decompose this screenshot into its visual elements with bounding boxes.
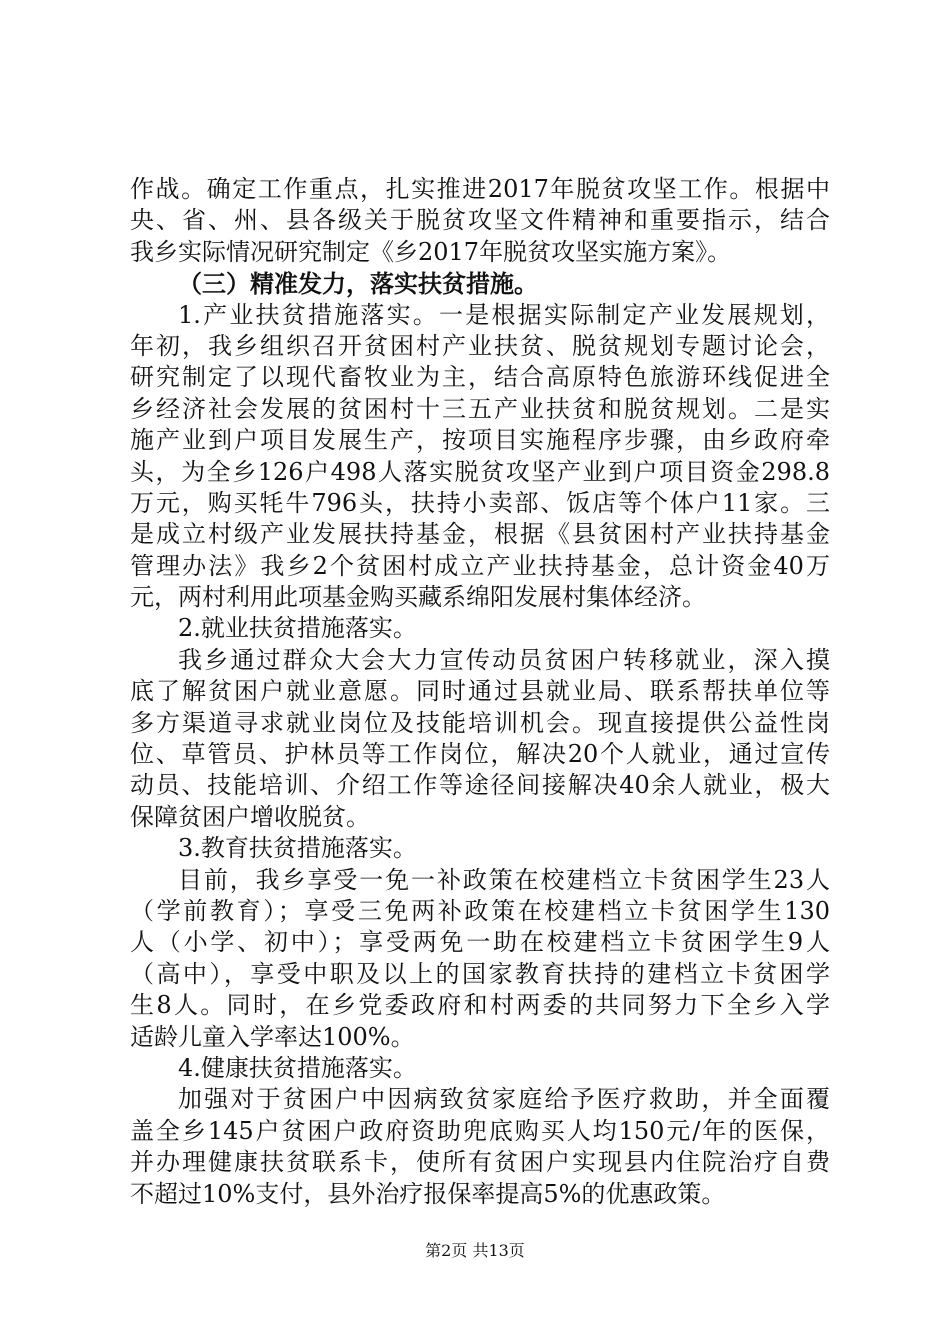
subsection-heading: 4.健康扶贫措施落实。 (178, 1053, 417, 1082)
text-line: 盖全乡145户贫困户政府资助兜底购买人均150元/年的医保， (130, 1116, 830, 1145)
text-line: 是成立村级产业发展扶持基金，根据《县贫困村产业扶持基金 (130, 520, 830, 549)
text-line: 我乡实际情况研究制定《乡2017年脱贫攻坚实施方案》。 (130, 237, 732, 266)
section-heading: （三）精准发力，落实扶贫措施。 (178, 269, 538, 299)
text-line: 动员、技能培训、介绍工作等途径间接解决40余人就业，极大 (130, 771, 830, 800)
text-line: 乡经济社会发展的贫困村十三五产业扶贫和脱贫规划。二是实 (130, 394, 830, 423)
text-line: 元，两村利用此项基金购买藏系绵阳发展村集体经济。 (130, 583, 706, 612)
text-line: 位、草管员、护林员等工作岗位，解决20个人就业，通过宣传 (130, 740, 830, 769)
text-line: 人（小学、初中）；享受两免一助在校建档立卡贫困学生9人 (130, 928, 830, 957)
text-line: 管理办法》我乡2个贫困村成立产业扶持基金，总计资金40万 (130, 551, 830, 580)
text-line: 并办理健康扶贫联系卡，使所有贫困户实现县内住院治疗自费 (130, 1148, 830, 1177)
text-line: 研究制定了以现代畜牧业为主，结合高原特色旅游环线促进全 (130, 363, 830, 392)
text-line: （高中），享受中职及以上的国家教育扶持的建档立卡贫困学 (130, 959, 830, 988)
text-line: 适龄儿童入学率达100%。 (130, 1022, 415, 1051)
text-line: 不超过10%支付，县外治疗报保率提高5%的优惠政策。 (130, 1179, 726, 1208)
text-line: 万元，购买牦牛796头，扶持小卖部、饭店等个体户11家。三 (130, 488, 830, 517)
page-footer: 第2页 共13页 (425, 1241, 525, 1260)
text-line: 头，为全乡126户498人落实脱贫攻坚产业到户项目资金298.8 (130, 457, 830, 486)
text-line: 年初，我乡组织召开贫困村产业扶贫、脱贫规划专题讨论会， (130, 331, 830, 360)
paragraph-start: 目前，我乡享受一免一补政策在校建档立卡贫困学生23人 (178, 865, 830, 894)
paragraph-start: 1.产业扶贫措施落实。一是根据实际制定产业发展规划， (178, 300, 830, 329)
text-line: 底了解贫困户就业意愿。同时通过县就业局、联系帮扶单位等 (130, 677, 830, 706)
paragraph-start: 我乡通过群众大会大力宣传动员贫困户转移就业，深入摸 (178, 645, 830, 674)
text-line: 施产业到户项目发展生产，按项目实施程序步骤，由乡政府牵 (130, 426, 830, 455)
body-text (130, 174, 830, 1210)
text-line: 作战。确定工作重点，扎实推进2017年脱贫攻坚工作。根据中 (130, 175, 830, 203)
subsection-heading: 2.就业扶贫措施落实。 (178, 614, 417, 643)
subsection-heading: 3.教育扶贫措施落实。 (178, 834, 417, 863)
paragraph-start: 加强对于贫困户中因病致贫家庭给予医疗救助，并全面覆 (178, 1085, 830, 1114)
text-line: 央、省、州、县各级关于脱贫攻坚文件精神和重要指示，结合 (130, 206, 830, 235)
text-line: 多方渠道寻求就业岗位及技能培训机会。现直接提供公益性岗 (130, 708, 830, 737)
text-line: （学前教育）；享受三免两补政策在校建档立卡贫困学生130 (130, 896, 830, 925)
text-line: 生8人。同时，在乡党委政府和村两委的共同努力下全乡入学 (130, 991, 830, 1020)
text-line: 保障贫困户增收脱贫。 (130, 802, 370, 831)
